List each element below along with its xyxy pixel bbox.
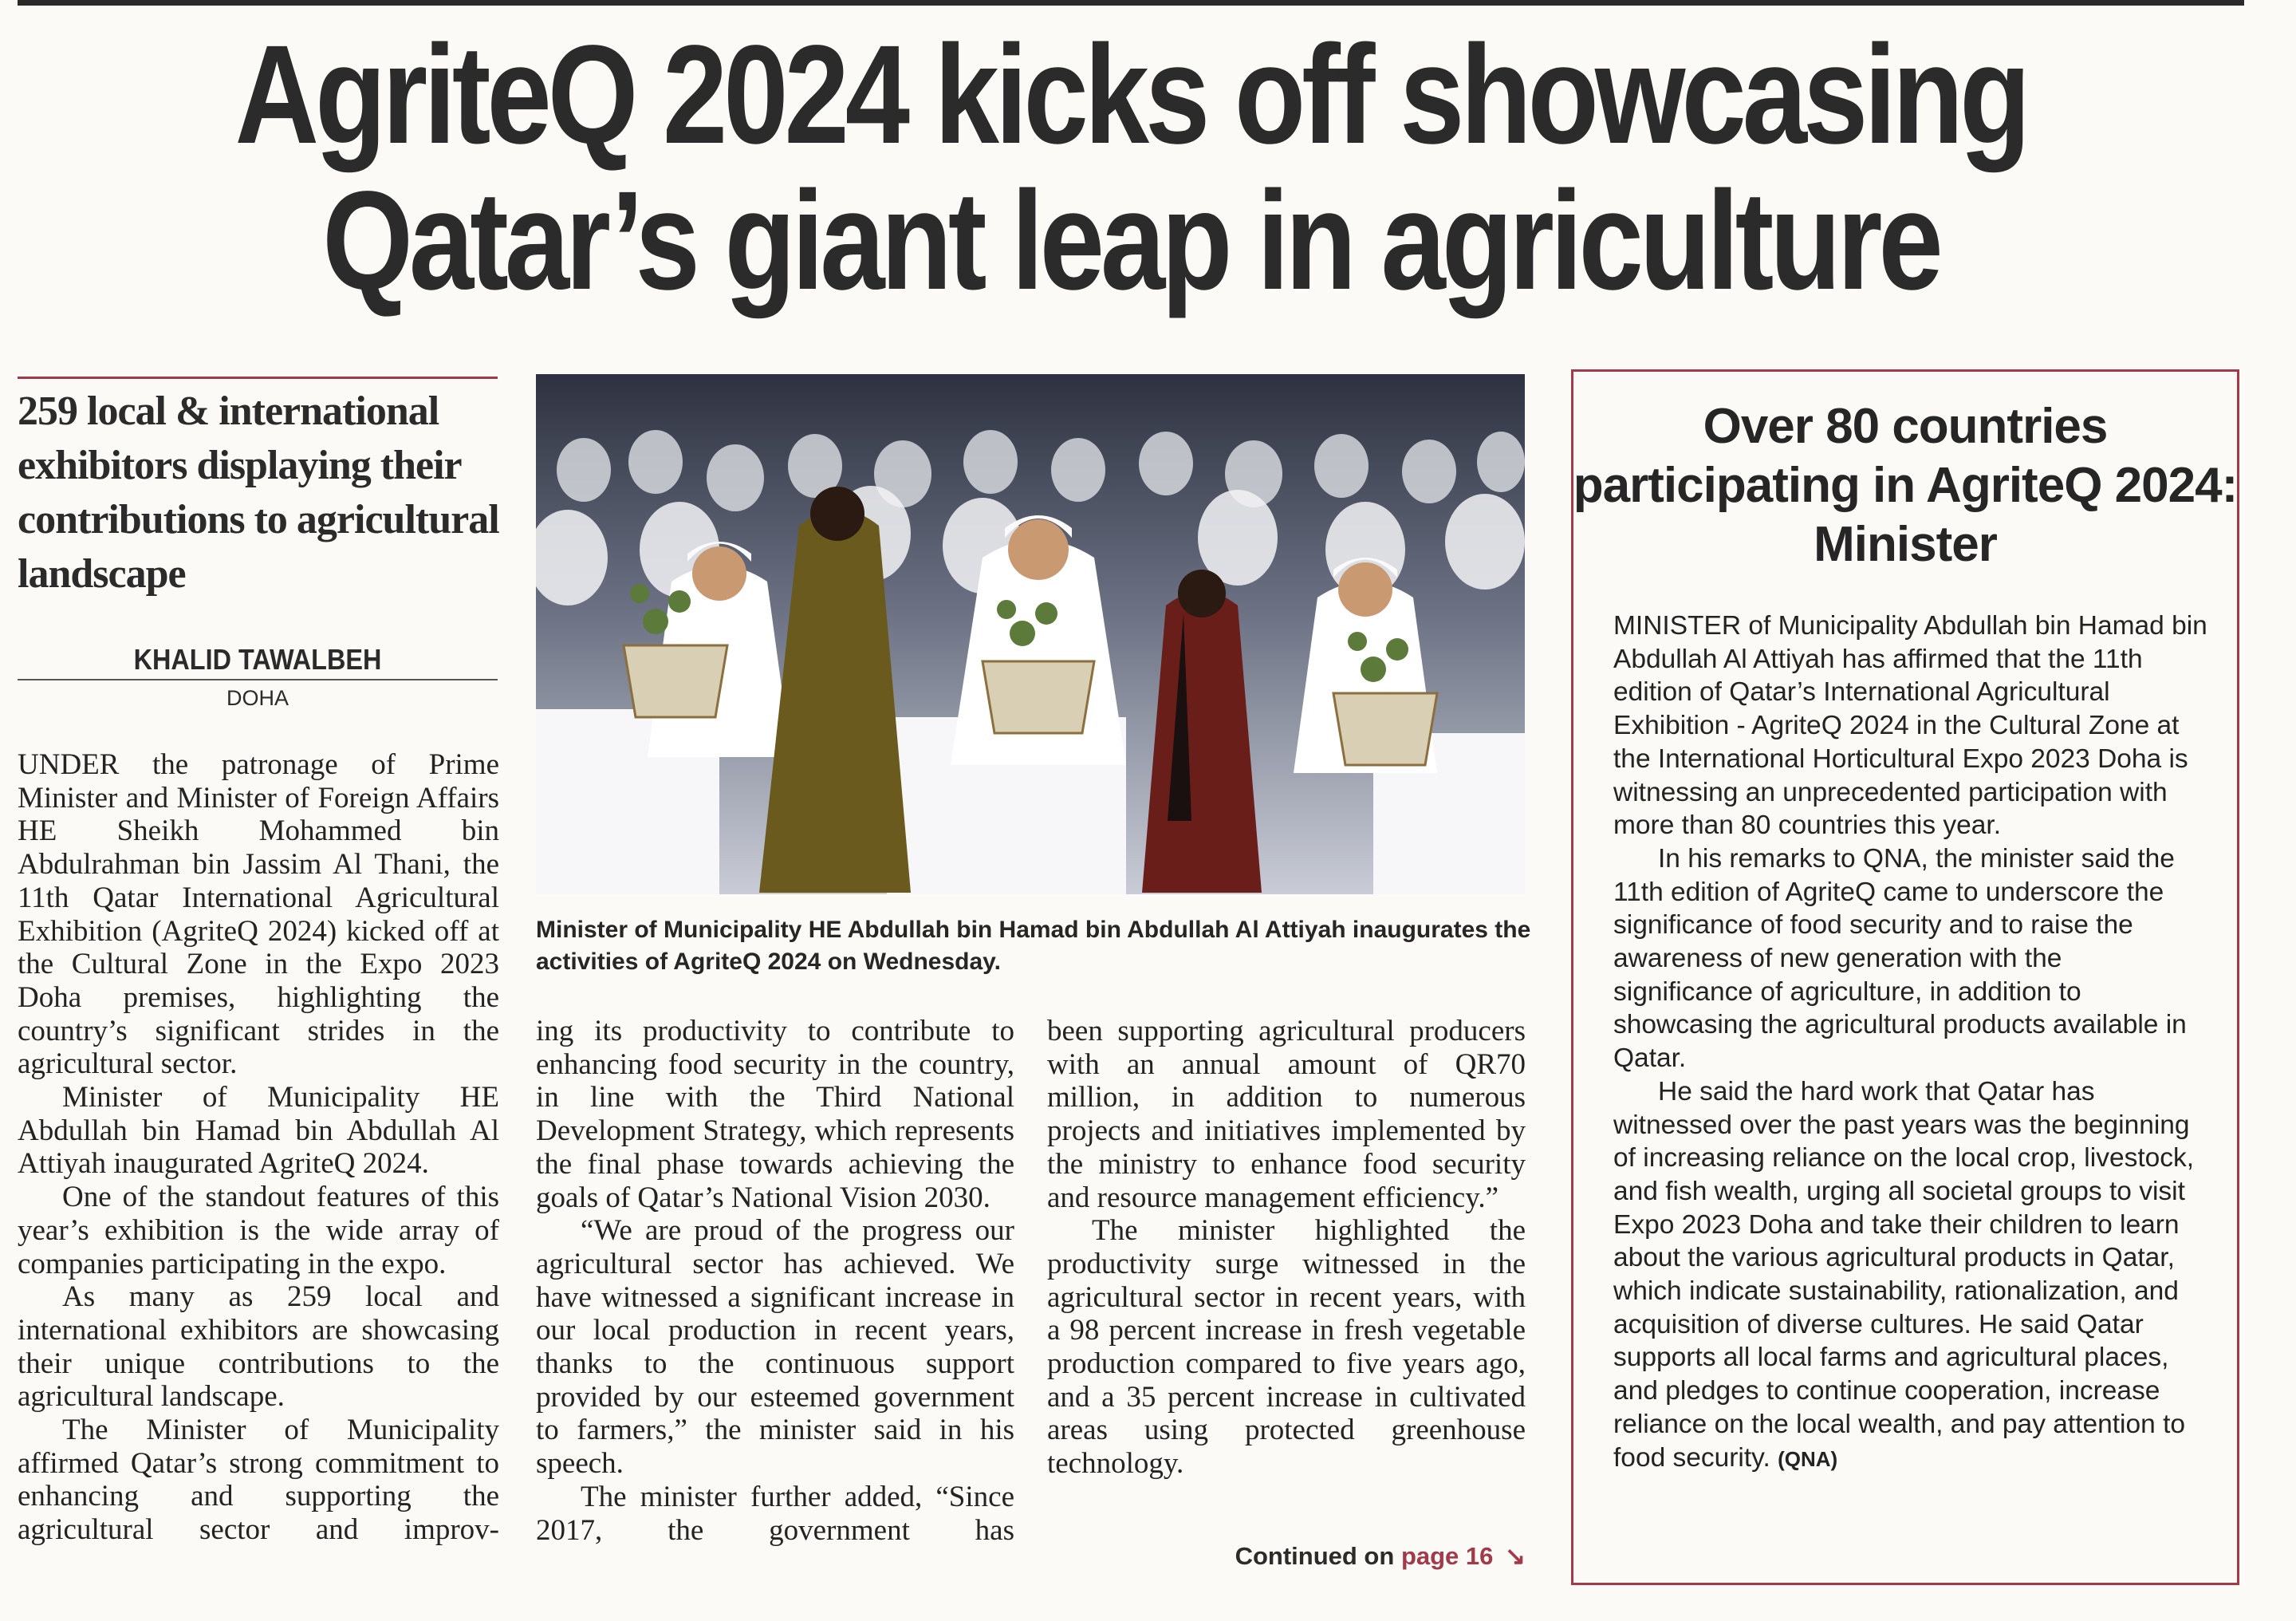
paragraph: The Minister of Municipality affirmed Qatar’s strong commitment to enhancing and supporting the agricultural sector and improv-	[18, 1414, 499, 1547]
sidebar-paragraph-text: He said the hard work that Qatar has witnessed over the past years was the beginning of increasing reliance on the local crop, livestock, and fish wealth, urging all societal groups to visit Expo 2023 Doha and take their children to learn about the various agricultural products in Qatar, which indicate sustainability, rationalization, and acquisition of diverse cultures. He said Qatar supports all local farms and agricultural places, and pledges to continue cooperation, increase reliance on the local wealth, and pay attention to food security.	[1613, 1076, 2195, 1473]
article-column-2	[536, 1015, 1014, 1547]
paragraph: UNDER the patronage of Prime Minister and Minister of Foreign Affairs HE Sheikh Mohammed bin Abdulrahman bin Jassim Al Thani, the 11th Qatar International Agricultural Exhibition (AgriteQ 2024) kicked off at the Cultural Zone in the Expo 2023 Doha premises, highlighting the country’s significant strides in the agricultural sector.	[18, 748, 499, 1081]
subhead: 259 local & international exhibitors displaying their contributions to agricultural landscape	[18, 388, 499, 597]
paragraph: The minister further added, “Since 2017, the government has	[536, 1480, 1014, 1547]
paragraph: been supporting agricultural producers with an annual amount of QR70 million, in addition to numerous projects and initiatives implemented by the ministry to enhance food security and resource management efficiency.”	[1047, 1015, 1526, 1214]
subhead-rule	[18, 377, 498, 379]
headline-line-1: AgriteQ 2024 kicks off showcasing	[234, 17, 2027, 173]
arrow-down-right-icon: ↘	[1505, 1542, 1526, 1570]
photo-caption: Minister of Municipality HE Abdullah bin Hamad bin Abdullah Al Attiyah inaugurates the activities of AgriteQ 2024 on Wednesday.	[536, 917, 1531, 975]
article-column-3	[1047, 1015, 1526, 1481]
sidebar-paragraph: In his remarks to QNA, the minister said the 11th edition of AgriteQ came to underscore the significance of food security and to raise the awareness of new generation with the significance of agriculture, in addition to showcasing the agricultural products available in Qatar.	[1613, 843, 2187, 1074]
sidebar-paragraph: MINISTER of Municipality Abdullah bin Hamad bin Abdullah Al Attiyah has affirmed that the 11th edition of Qatar’s International Agricultural Exhibition - AgriteQ 2024 in the Cultural Zone at the International Horticultural Expo 2023 Doha is witnessing an unprecedented participation with more than 80 countries this year.	[1613, 611, 2207, 841]
paragraph: Minister of Municipality HE Abdullah bin Hamad bin Abdullah Al Attiyah inaugurated AgriteQ 2024.	[18, 1081, 499, 1181]
byline: KHALID TAWALBEH	[133, 643, 382, 676]
article-column-1	[18, 748, 499, 1547]
sidebar-title: Over 80 countries participating in AgriteQ 2024: Minister	[1573, 399, 2238, 572]
sidebar-body	[1613, 609, 2207, 1476]
continued-jump[interactable]	[1047, 1542, 1526, 1571]
continued-label: Continued on	[1235, 1542, 1395, 1570]
paragraph: The minister highlighted the productivity surge witnessed in the agricultural sector in recent years, with a 98 percent increase in fresh vegetable production compared to five years ago, and a 35 percent increase in cultivated areas using protected greenhouse technology.	[1047, 1214, 1526, 1481]
news-photo	[536, 374, 1525, 894]
source-credit: (QNA)	[1778, 1446, 1838, 1471]
top-rule	[18, 0, 2244, 6]
byline-rule	[18, 679, 498, 680]
headline-line-2: Qatar’s giant leap in agriculture	[322, 163, 1940, 319]
headline	[207, 17, 2054, 319]
ceremony-photo-illustration	[536, 374, 1525, 894]
paragraph: As many as 259 local and international exhibitors are showcasing their unique contributions to the agricultural landscape.	[18, 1280, 499, 1414]
paragraph: One of the standout features of this year’s exhibition is the wide array of companies participating in the expo.	[18, 1181, 499, 1280]
paragraph: ing its productivity to contribute to enhancing food security in the country, in line with the Third National Development Strategy, which represents the final phase towards achieving the goals of Qatar’s National Vision 2030.	[536, 1015, 1014, 1214]
continued-page-link[interactable]: page 16	[1400, 1542, 1494, 1570]
dateline: DOHA	[226, 686, 289, 710]
sidebar-paragraph	[1613, 1075, 2207, 1476]
paragraph: “We are proud of the progress our agricultural sector has achieved. We have witnessed a significant increase in our local production in recent years, thanks to the continuous support provided by our esteemed government to farmers,” the minister said in his speech.	[536, 1214, 1014, 1481]
